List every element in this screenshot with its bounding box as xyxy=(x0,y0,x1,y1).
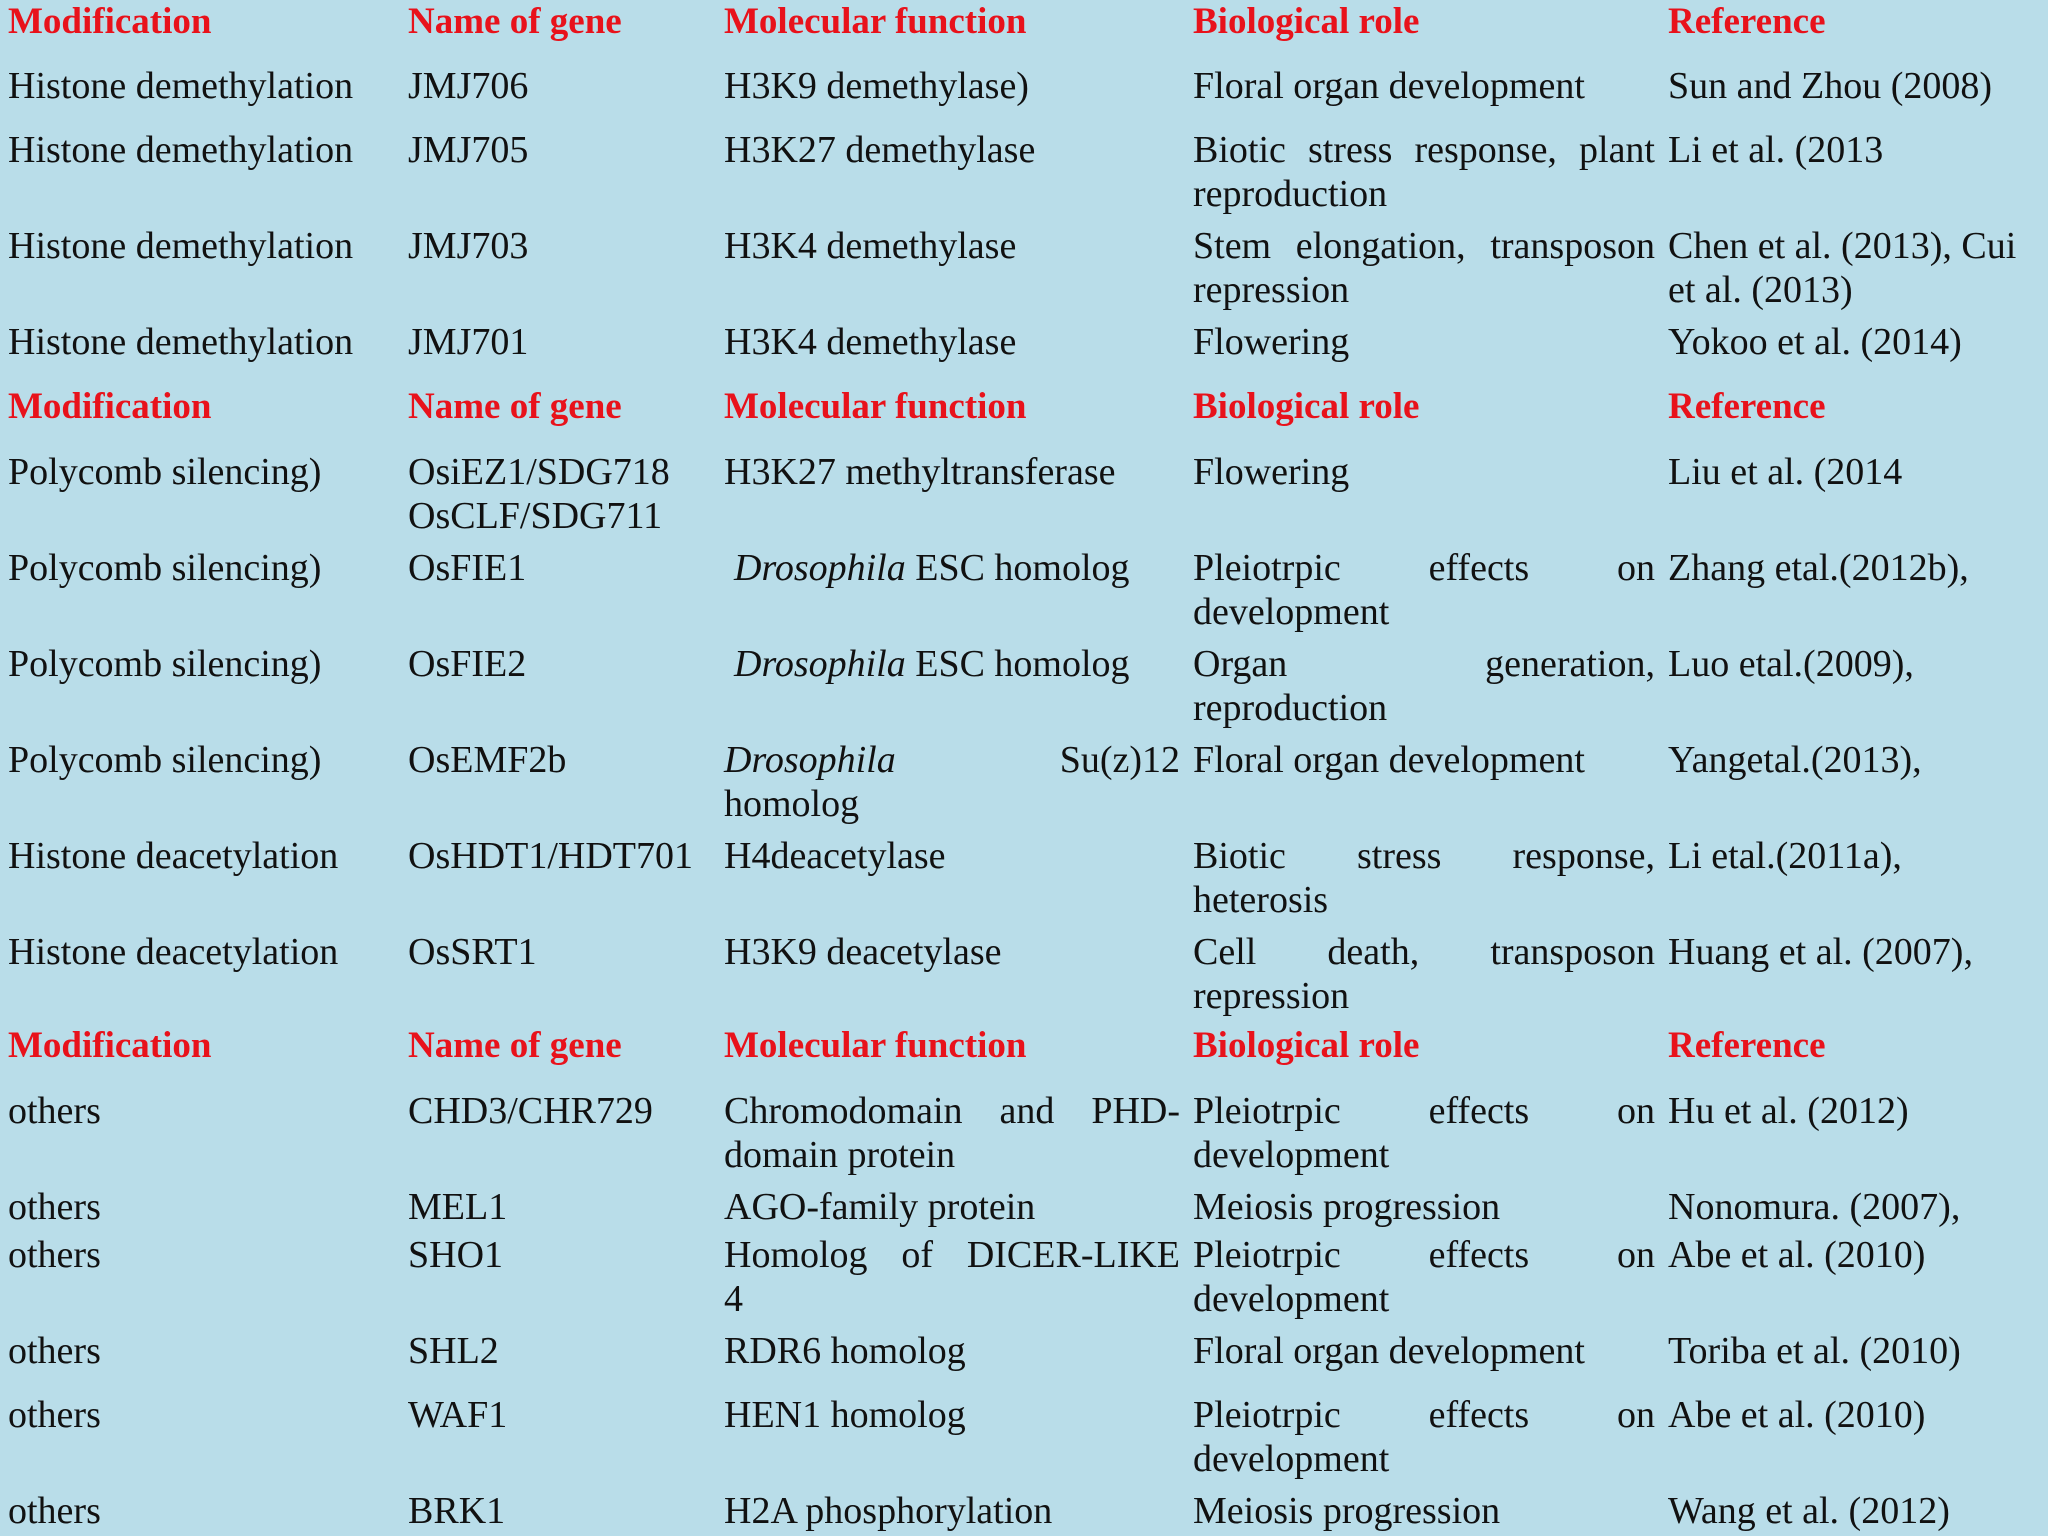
cell-reference: Hu et al. (2012) xyxy=(1668,1090,1909,1132)
cell-function xyxy=(724,1233,1180,1321)
cell-function-rest: ESC homolog xyxy=(905,547,1130,589)
header-function: Molecular function xyxy=(724,386,1027,427)
cell-gene: JMJ701 xyxy=(408,321,529,363)
cell-role-line: development xyxy=(1193,1278,1390,1320)
cell-reference: Sun and Zhou (2008) xyxy=(1668,65,1993,107)
cell-modification: Polycomb silencing) xyxy=(8,547,322,589)
cell-role xyxy=(1193,642,1655,730)
cell-modification: others xyxy=(8,1234,101,1276)
cell-gene: JMJ706 xyxy=(408,65,529,107)
cell-gene: OsFIE2 xyxy=(408,643,527,685)
cell-modification: Polycomb silencing) xyxy=(8,643,322,685)
cell-reference: Nonomura. (2007), xyxy=(1668,1186,1961,1228)
header-role: Biological role xyxy=(1193,386,1420,427)
cell-reference-line: Chen et al. (2013), Cui xyxy=(1668,225,2017,267)
header-gene: Name of gene xyxy=(408,1,622,42)
cell-function-rest: ESC homolog xyxy=(905,643,1130,685)
cell-role-line: Pleiotrpic effects on xyxy=(1193,1090,1655,1132)
cell-gene: JMJ703 xyxy=(408,225,529,267)
cell-modification: Histone demethylation xyxy=(8,321,354,363)
header-role: Biological role xyxy=(1193,1025,1420,1066)
cell-function: AGO-family protein xyxy=(724,1186,1036,1228)
cell-function xyxy=(724,1089,1180,1177)
cell-reference: Huang et al. (2007), xyxy=(1668,931,1973,973)
cell-modification: Histone demethylation xyxy=(8,129,354,171)
header-gene: Name of gene xyxy=(408,1025,622,1066)
cell-role: Meiosis progression xyxy=(1193,1490,1501,1532)
cell-function: H3K4 demethylase xyxy=(724,225,1017,267)
cell-function-italic: Drosophila xyxy=(724,739,896,781)
cell-gene xyxy=(408,450,718,538)
cell-modification: others xyxy=(8,1090,101,1132)
cell-modification: Polycomb silencing) xyxy=(8,739,322,781)
header-reference: Reference xyxy=(1668,386,1826,427)
header-reference: Reference xyxy=(1668,1025,1826,1066)
cell-gene: OsSRT1 xyxy=(408,931,537,973)
cell-function-line: domain protein xyxy=(724,1134,956,1176)
cell-function xyxy=(724,642,1190,686)
cell-role xyxy=(1193,546,1655,634)
cell-gene: CHD3/CHR729 xyxy=(408,1090,653,1132)
cell-reference: Toriba et al. (2010) xyxy=(1668,1330,1961,1372)
cell-role: Floral organ development xyxy=(1193,65,1585,107)
cell-role: Floral organ development xyxy=(1193,739,1585,781)
cell-role: Floral organ development xyxy=(1193,1330,1585,1372)
header-function: Molecular function xyxy=(724,1025,1027,1066)
cell-role: Flowering xyxy=(1193,321,1350,363)
cell-role-line: Organ generation, xyxy=(1193,643,1655,685)
cell-function-italic: Drosophila xyxy=(734,547,906,589)
cell-reference xyxy=(1668,224,2046,312)
cell-modification: Histone deacetylation xyxy=(8,835,339,877)
cell-role-line: development xyxy=(1193,1438,1390,1480)
cell-role-line: repression xyxy=(1193,269,1350,311)
cell-modification: others xyxy=(8,1186,101,1228)
cell-modification: Histone deacetylation xyxy=(8,931,339,973)
cell-role-line: Pleiotrpic effects on xyxy=(1193,1394,1655,1436)
header-modification: Modification xyxy=(8,1025,212,1066)
cell-gene: MEL1 xyxy=(408,1186,508,1228)
cell-role xyxy=(1193,128,1655,216)
cell-role-line: Cell death, transposon xyxy=(1193,931,1655,973)
cell-reference: Luo etal.(2009), xyxy=(1668,643,1914,685)
cell-function: H3K4 demethylase xyxy=(724,321,1017,363)
cell-role: Flowering xyxy=(1193,451,1350,493)
cell-function-rest: Su(z)12 xyxy=(1059,739,1180,781)
cell-role xyxy=(1193,1089,1655,1177)
cell-gene: OsFIE1 xyxy=(408,547,527,589)
header-modification: Modification xyxy=(8,1,212,42)
cell-modification: others xyxy=(8,1394,101,1436)
cell-role xyxy=(1193,834,1655,922)
cell-role-line: repression xyxy=(1193,975,1350,1017)
cell-role xyxy=(1193,1393,1655,1481)
cell-reference: Abe et al. (2010) xyxy=(1668,1234,1926,1276)
cell-role-line: reproduction xyxy=(1193,687,1388,729)
cell-reference: Liu et al. (2014 xyxy=(1668,451,1903,493)
cell-role: Meiosis progression xyxy=(1193,1186,1501,1228)
cell-function-line: homolog xyxy=(724,783,860,825)
cell-function xyxy=(724,546,1190,590)
cell-function-line: Homolog of DICER-LIKE xyxy=(724,1234,1180,1276)
cell-gene: SHO1 xyxy=(408,1234,504,1276)
cell-function: RDR6 homolog xyxy=(724,1330,966,1372)
header-function: Molecular function xyxy=(724,1,1027,42)
cell-reference: Abe et al. (2010) xyxy=(1668,1394,1926,1436)
cell-role xyxy=(1193,930,1655,1018)
cell-function: HEN1 homolog xyxy=(724,1394,966,1436)
cell-role-line: development xyxy=(1193,591,1390,633)
cell-function-line xyxy=(724,738,1180,782)
cell-function-line: 4 xyxy=(724,1278,743,1320)
cell-gene: SHL2 xyxy=(408,1330,499,1372)
cell-function: H3K9 demethylase) xyxy=(724,65,1029,107)
header-modification: Modification xyxy=(8,386,212,427)
cell-role xyxy=(1193,1233,1655,1321)
cell-gene-line: OsCLF/SDG711 xyxy=(408,495,663,537)
cell-reference: Wang et al. (2012) xyxy=(1668,1490,1950,1532)
header-role: Biological role xyxy=(1193,1,1420,42)
cell-function: H4deacetylase xyxy=(724,835,946,877)
cell-function: H3K27 methyltransferase xyxy=(724,451,1116,493)
cell-gene: BRK1 xyxy=(408,1490,506,1532)
cell-reference: Li etal.(2011a), xyxy=(1668,835,1902,877)
cell-role-line: Biotic stress response, xyxy=(1193,835,1655,877)
cell-modification: others xyxy=(8,1490,101,1532)
cell-function: H3K9 deacetylase xyxy=(724,931,1002,973)
cell-function: H2A phosphorylation xyxy=(724,1490,1053,1532)
cell-role-line: Biotic stress response, plant xyxy=(1193,129,1655,171)
cell-gene: JMJ705 xyxy=(408,129,529,171)
cell-reference: Yangetal.(2013), xyxy=(1668,739,1922,781)
cell-modification: Histone demethylation xyxy=(8,225,354,267)
cell-gene: WAF1 xyxy=(408,1394,508,1436)
cell-gene: OsEMF2b xyxy=(408,739,567,781)
cell-function: H3K27 demethylase xyxy=(724,129,1036,171)
cell-role-line: Pleiotrpic effects on xyxy=(1193,1234,1655,1276)
cell-gene-line: OsiEZ1/SDG718 xyxy=(408,451,670,493)
cell-reference: Li et al. (2013 xyxy=(1668,129,1884,171)
cell-role xyxy=(1193,224,1655,312)
cell-role-line: Stem elongation, transposon xyxy=(1193,225,1655,267)
cell-function-italic: Drosophila xyxy=(734,643,906,685)
cell-reference: Zhang etal.(2012b), xyxy=(1668,547,1969,589)
cell-function xyxy=(724,738,1180,826)
cell-role-line: reproduction xyxy=(1193,173,1388,215)
cell-role-line: heterosis xyxy=(1193,879,1329,921)
cell-gene: OsHDT1/HDT701 xyxy=(408,835,693,877)
cell-function-line: Chromodomain and PHD- xyxy=(724,1090,1180,1132)
header-gene: Name of gene xyxy=(408,386,622,427)
header-reference: Reference xyxy=(1668,1,1826,42)
cell-modification: others xyxy=(8,1330,101,1372)
cell-modification: Histone demethylation xyxy=(8,65,354,107)
cell-modification: Polycomb silencing) xyxy=(8,451,322,493)
cell-role-line: Pleiotrpic effects on xyxy=(1193,547,1655,589)
cell-reference: Yokoo et al. (2014) xyxy=(1668,321,1962,363)
cell-reference-line: et al. (2013) xyxy=(1668,269,1853,311)
cell-role-line: development xyxy=(1193,1134,1390,1176)
